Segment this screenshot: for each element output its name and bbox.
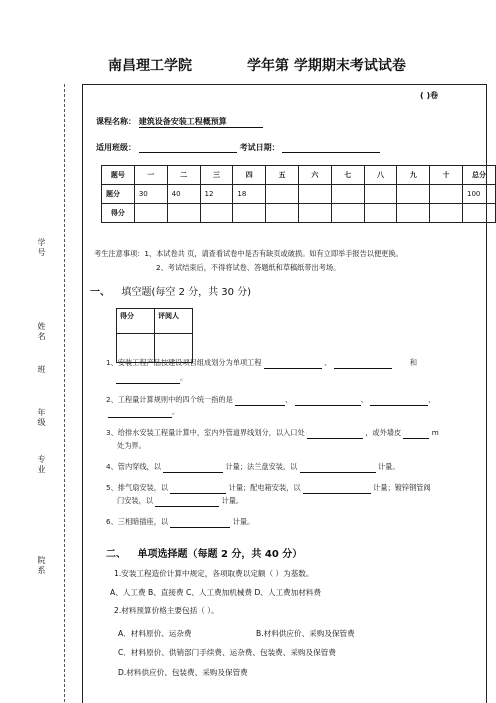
fill-question-6 [106,515,254,528]
mc-question-2: 2.材料预算价格主要包括（ ）。 [114,606,219,615]
table-cell: 二 [167,166,200,185]
mc-question-1: 1.安装工程造价计算中规定，各项取费以定额（ ）为基数。 [114,569,314,578]
table-cell: 三 [200,166,233,185]
table-cell [331,185,364,204]
table-cell: 十 [430,166,463,185]
applicable-class-blank[interactable] [139,143,237,153]
answer-blank[interactable] [300,463,376,473]
exam-header [0,55,496,75]
mc-question-2-option-d: D.材料供应价、包装费、采购及保管费 [118,668,248,677]
fill-question-1 [106,356,417,369]
section-1-number: 一、 [90,287,110,298]
answer-blank[interactable] [155,497,219,507]
question-text: 3、给排水安装工程量计算中，室内外管道界线划分，以入口处 [106,428,305,437]
section-1-title: 填空题(每空 2 分，共 30 分) [121,287,252,298]
table-cell[interactable] [462,204,495,223]
table-cell [430,185,463,204]
section-1-heading [90,283,251,298]
section-2-title: 单项选择题（每题 2 分，共 40 分） [137,549,303,560]
table-cell: 题分 [102,185,135,204]
table-cell: 四 [233,166,266,185]
table-cell[interactable] [430,204,463,223]
school-name: 南昌理工学院 [108,58,192,74]
question-text: 2、工程量计算规则中的四个统一指的是 [106,395,233,404]
grade-label: 年级 [37,408,46,428]
table-cell[interactable] [331,204,364,223]
score-table [101,165,496,223]
table-cell [266,185,299,204]
table-cell[interactable] [167,204,200,223]
answer-blank[interactable] [370,396,428,406]
department-label: 院系 [37,556,46,576]
table-cell [397,185,430,204]
answer-blank[interactable] [170,484,226,494]
table-cell: 18 [233,185,266,204]
exam-date-blank[interactable] [282,143,380,153]
table-cell: 五 [266,166,299,185]
question-text: 计量。 [221,496,244,505]
name-label: 姓名 [37,322,46,342]
table-cell[interactable] [134,204,167,223]
fill-question-5-cont [117,494,243,507]
table-cell: 40 [167,185,200,204]
section-2-heading [106,545,302,560]
note-line-2: 2、考试结束后，不得将试卷、答题纸和草稿纸带出考场。 [156,263,341,272]
mc-question-2-option-a: A．材料原价、运杂费 [118,629,192,638]
question-text: 、 [285,395,293,404]
paper-type: ( )卷 [420,91,439,100]
mc-question-2-option-c: C．材料原价、供销部门手续费、运杂费、包装费、采购及保管费 [118,648,336,657]
mc-question-2-option-b: B.材料供应价、采购及保管费 [256,629,355,638]
table-cell: 评阅人 [155,309,193,334]
section-2-number: 二、 [106,549,126,560]
course-name-label: 课程名称： [96,117,136,126]
answer-blank[interactable] [108,408,172,418]
question-text: 、 [428,395,436,404]
class-label: 班 [37,365,46,375]
table-row [102,166,496,185]
question-text: 1、安装工程产品按建设项目组成划分为单项工程 [106,358,262,367]
student-id-label: 学号 [37,238,46,258]
question-text: 5、排气扇安装，以 [106,483,169,492]
table-cell [364,185,397,204]
table-cell: 得分 [102,204,135,223]
course-name-value: 建筑设备安装工程概预算 [139,116,263,128]
answer-blank[interactable] [334,359,392,369]
table-cell: 一 [134,166,167,185]
fill-question-5 [106,481,431,494]
table-cell [299,185,332,204]
question-text: 。 [180,373,188,382]
answer-blank[interactable] [403,429,429,439]
question-text: 计量。 [232,517,255,526]
question-text: 计量；镀锌钢管阀 [373,483,431,492]
question-text: 计量。 [377,462,400,471]
fill-question-3-cont: 处为界。 [117,441,146,450]
question-text: m [431,428,439,437]
table-cell: 总分 [462,166,495,185]
answer-blank[interactable] [235,396,285,406]
exam-date-label: 考试日期： [239,143,280,152]
question-text: 4、管内穿线，以 [106,462,161,471]
question-text: 和 [409,358,418,367]
table-cell: 12 [200,185,233,204]
table-cell: 题号 [102,166,135,185]
table-cell: 得分 [117,309,155,334]
fill-question-4 [106,460,400,473]
table-cell[interactable] [200,204,233,223]
table-cell: 八 [364,166,397,185]
mc-question-1-options: A、人工费 B、直接费 C、人工费加机械费 D、人工费加材料费 [110,588,322,597]
table-cell[interactable] [364,204,397,223]
answer-blank[interactable] [163,463,223,473]
table-row [117,309,193,334]
table-cell: 六 [299,166,332,185]
fill-question-3 [106,426,439,439]
answer-blank[interactable] [116,374,180,384]
grader-table-1 [116,308,193,363]
note-line-1: 考生注意事项：1、本试卷共 页，请查看试卷中是否有缺页或破损。如有立即举手报告以便更换。 [94,249,403,258]
table-cell[interactable] [397,204,430,223]
question-text: ，或外墙皮 [365,428,402,437]
binding-line [64,84,65,702]
question-text: 、 [360,395,368,404]
major-label: 专业 [37,455,46,475]
exam-title: 学年第 学期期末考试试卷 [247,58,406,74]
question-text: 、 [324,358,332,367]
answer-blank[interactable] [264,359,322,369]
course-name-row [96,116,263,128]
table-cell[interactable] [233,204,266,223]
applicable-class-label: 适用班级： [96,143,136,152]
table-cell[interactable] [299,204,332,223]
answer-blank[interactable] [170,518,230,528]
question-text: 计量；配电箱安装，以 [228,483,301,492]
class-date-row [96,142,380,153]
table-cell: 100 [462,185,495,204]
answer-blank[interactable] [303,484,371,494]
question-text: 。 [172,407,180,416]
table-row [102,204,496,223]
question-text: 计量；法兰盘安装，以 [225,462,298,471]
question-text: 门安装，以 [117,496,153,505]
table-cell[interactable] [266,204,299,223]
answer-blank[interactable] [307,429,363,439]
fill-question-1-cont [116,371,187,384]
table-cell: 七 [331,166,364,185]
table-cell: 30 [134,185,167,204]
table-row [102,185,496,204]
question-text: 6、三相暗插座，以 [106,517,169,526]
answer-blank[interactable] [295,396,361,406]
fill-question-2-cont [108,405,179,418]
table-cell: 九 [397,166,430,185]
exam-notes [94,247,403,275]
